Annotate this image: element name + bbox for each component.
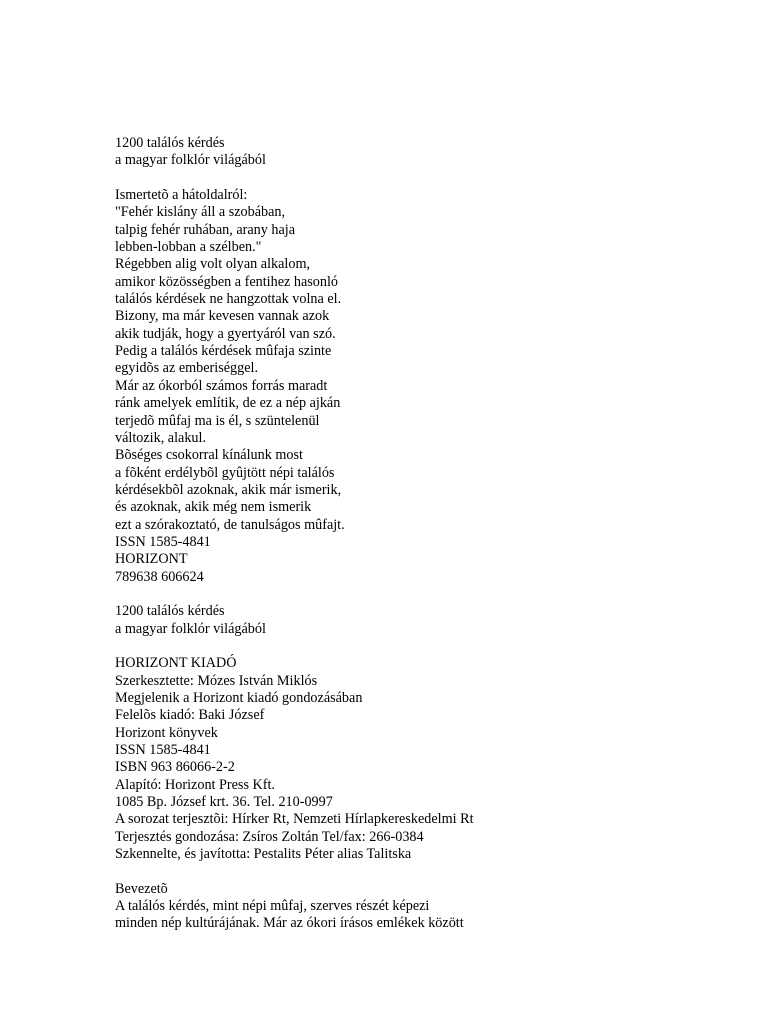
text-line: A sorozat terjesztõi: Hírker Rt, Nemzeti Hírlapkereskedelmi Rt — [115, 811, 474, 828]
text-line: Megjelenik a Horizont kiadó gondozásában — [115, 690, 363, 706]
text-line: Terjesztés gondozása: Zsíros Zoltán Tel/fax: 266-0384 — [115, 828, 424, 845]
text-line: HORIZONT KIADÓ — [115, 655, 237, 672]
text-line: Szkennelte, és javította: Pestalits Péter alias Talitska — [115, 846, 412, 863]
publisher-line: HORIZONT — [115, 551, 188, 568]
text-line: kérdésekbõl azoknak, akik már ismerik, — [115, 481, 342, 498]
text-line: és azoknak, akik még nem ismerik — [115, 499, 312, 516]
text-line: egyidõs az emberiséggel. — [115, 360, 259, 377]
text-line: Régebben alig volt olyan alkalom, — [115, 256, 311, 273]
text-line: Szerkesztette: Mózes István Miklós — [115, 672, 318, 689]
document-page — [115, 135, 755, 933]
text-line: ISBN 963 86066-2-2 — [115, 759, 235, 776]
text-line: Horizont könyvek — [115, 724, 218, 741]
text-line: Ismertetõ a hátoldalról: — [115, 187, 248, 204]
text-line: amikor közösségben a fentihez hasonló — [115, 273, 338, 290]
issn-line: ISSN 1585-4841 — [115, 533, 211, 550]
text-line: Bizony, ma már kevesen vannak azok — [115, 308, 330, 325]
text-line: 1200 találós kérdés — [115, 135, 225, 151]
text-line: Már az ókorból számos forrás maradt — [115, 377, 328, 394]
text-line: Alapító: Horizont Press Kft. — [115, 776, 275, 793]
text-line: a magyar folklór világából — [115, 152, 266, 169]
barcode-number-line: 789638 606624 — [115, 568, 204, 585]
blank-line — [115, 863, 755, 880]
text-line: ISSN 1585-4841 — [115, 742, 211, 759]
introduction-block — [115, 881, 755, 933]
blank-line — [115, 586, 755, 603]
text-line: lebben-lobban a szélben." — [115, 239, 262, 256]
text-line: Felelõs kiadó: Baki József — [115, 707, 265, 724]
text-line: ránk amelyek említik, de ez a nép ajkán — [115, 395, 341, 412]
blank-line — [115, 170, 755, 187]
text-line: Pedig a találós kérdések mûfaja szinte — [115, 343, 332, 360]
text-line: minden nép kultúrájának. Már az ókori írásos emlékek között — [115, 915, 464, 932]
title-block-2 — [115, 603, 755, 638]
text-line: A találós kérdés, mint népi mûfaj, szerves részét képezi — [115, 898, 430, 915]
text-line: 1200 találós kérdés — [115, 603, 225, 620]
section-heading: Bevezetõ — [115, 880, 168, 897]
imprint-block — [115, 655, 755, 863]
text-line: ezt a szórakoztató, de tanulságos mûfajt. — [115, 516, 345, 533]
back-cover-description — [115, 187, 755, 586]
text-line: terjedõ mûfaj ma is él, s szüntelenül — [115, 412, 320, 429]
text-line: "Fehér kislány áll a szobában, — [115, 204, 286, 221]
text-line: a fõként erdélybõl gyûjtött népi találós — [115, 464, 335, 481]
text-line: akik tudják, hogy a gyertyáról van szó. — [115, 325, 336, 342]
title-block-1 — [115, 135, 755, 170]
text-line: a magyar folklór világából — [115, 620, 266, 637]
blank-line — [115, 638, 755, 655]
text-line: Bõséges csokorral kínálunk most — [115, 447, 303, 464]
text-line: változik, alakul. — [115, 429, 207, 446]
text-line: találós kérdések ne hangzottak volna el. — [115, 291, 342, 308]
text-line: talpig fehér ruhában, arany haja — [115, 221, 296, 238]
text-line: 1085 Bp. József krt. 36. Tel. 210-0997 — [115, 794, 333, 811]
